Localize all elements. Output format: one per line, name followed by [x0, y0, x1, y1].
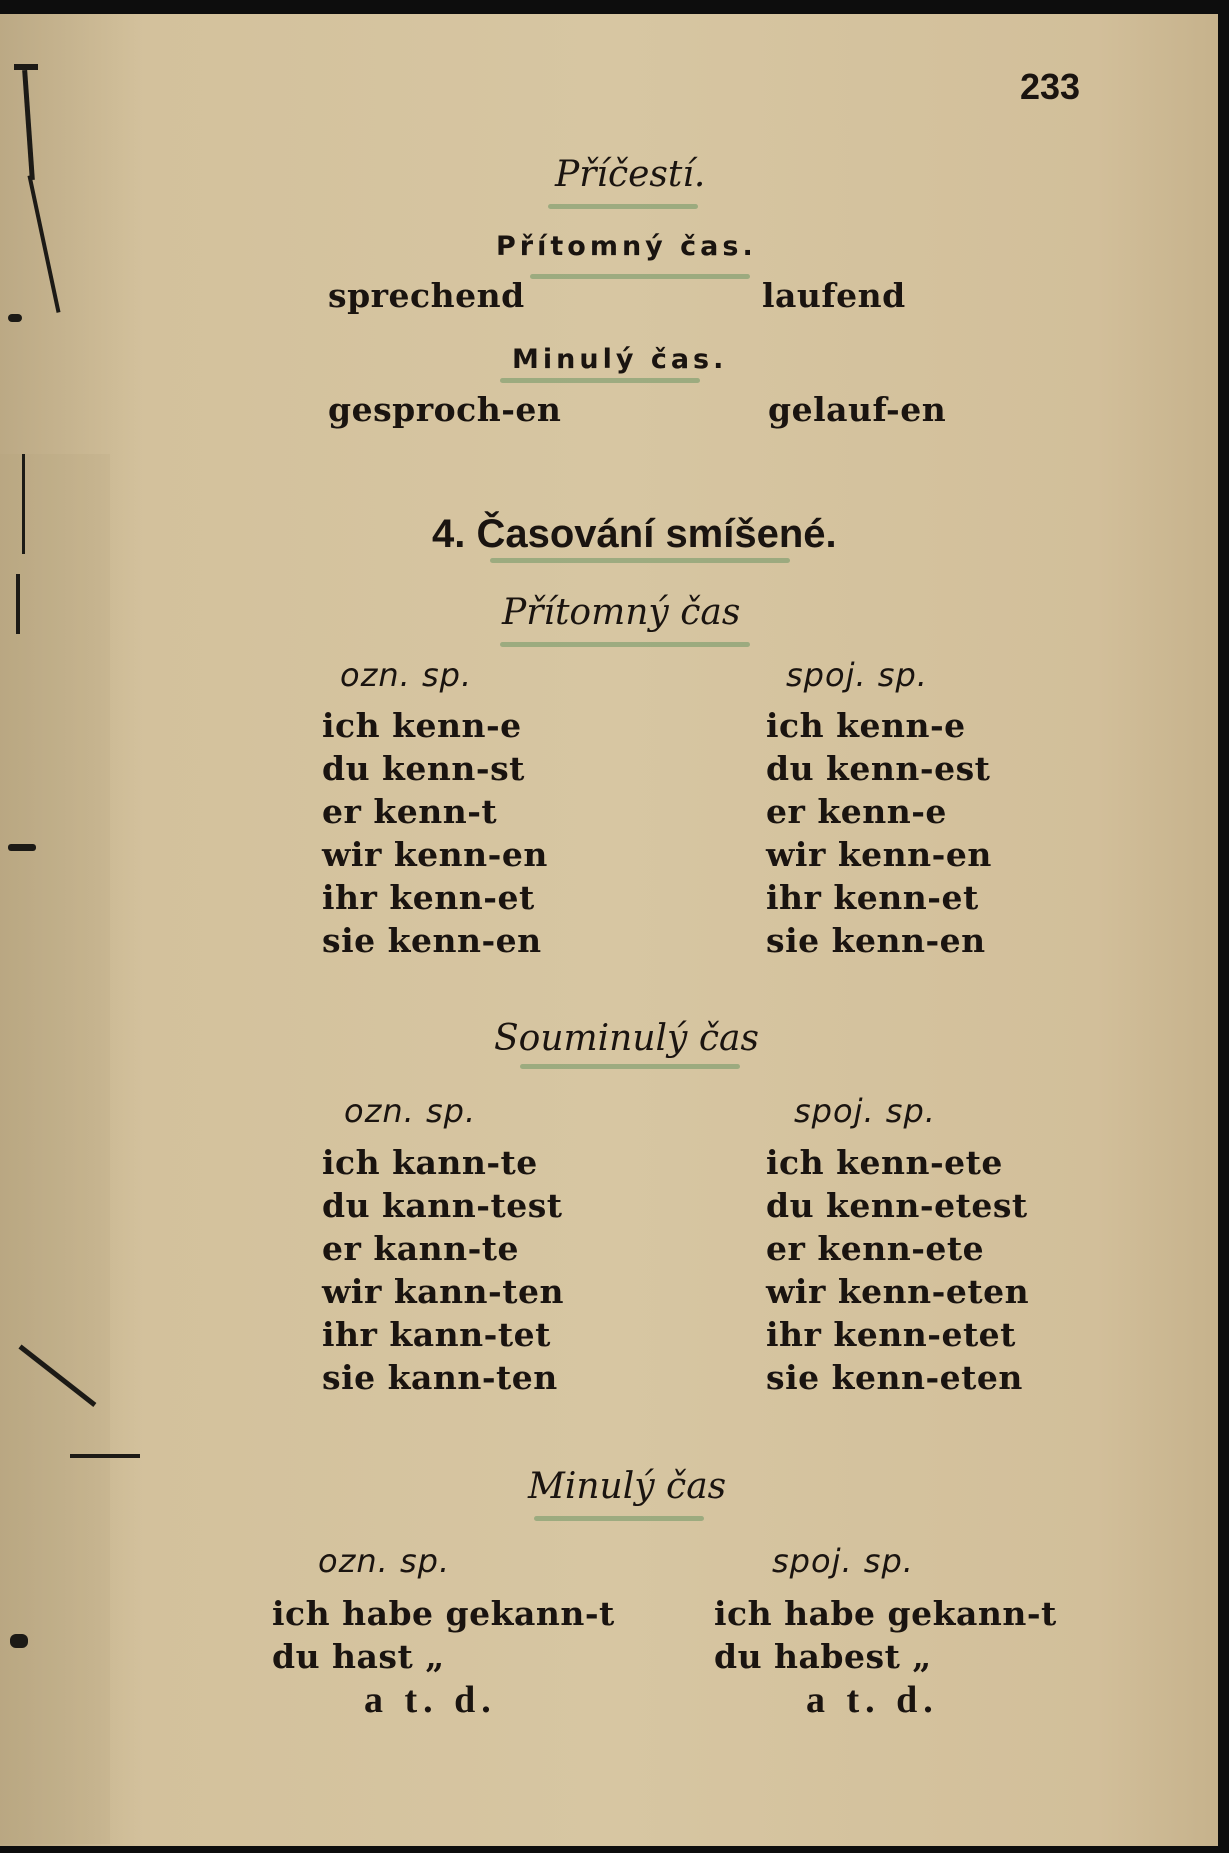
list-item: ihr kenn-et	[322, 878, 535, 917]
section-heading: 4. Časování smíšené.	[432, 512, 837, 556]
list-item: ich kenn-e	[766, 706, 966, 745]
participle-left: gesproch-en	[328, 390, 562, 429]
subheading: Minulý čas.	[512, 344, 728, 375]
list-item: wir kenn-eten	[766, 1272, 1030, 1311]
list-item: ich kenn-e	[322, 706, 522, 745]
margin-mark	[10, 1634, 28, 1648]
list-item: wir kenn-en	[766, 835, 992, 874]
column-label-left: ozn. sp.	[344, 1092, 477, 1130]
list-item: du kenn-est	[766, 749, 991, 788]
column-label-right: spoj. sp.	[794, 1092, 936, 1130]
margin-mark	[22, 70, 35, 180]
etc-note-left: a t. d.	[364, 1679, 497, 1721]
margin-mark	[16, 574, 20, 634]
list-item: ich habe gekann-t	[714, 1594, 1057, 1633]
list-item: sie kenn-en	[766, 921, 986, 960]
list-item: ihr kenn-etet	[766, 1315, 1016, 1354]
list-item: du kenn-st	[322, 749, 525, 788]
list-item: wir kann-ten	[322, 1272, 564, 1311]
highlight	[500, 378, 700, 383]
highlight	[530, 274, 750, 279]
tense-title: Minulý čas	[528, 1466, 727, 1507]
page-number: 233	[1020, 66, 1081, 107]
section-title: Příčestí.	[555, 154, 706, 195]
list-item: sie kenn-en	[322, 921, 542, 960]
list-item: du hast „	[272, 1637, 445, 1676]
margin-mark	[8, 844, 36, 851]
highlight	[500, 642, 750, 647]
column-label-left: ozn. sp.	[340, 656, 473, 694]
list-item: ich kenn-ete	[766, 1143, 1003, 1182]
column-label-right: spoj. sp.	[772, 1542, 914, 1580]
participle-right: laufend	[762, 276, 906, 315]
list-item: er kenn-t	[322, 792, 498, 831]
margin-mark	[8, 314, 22, 322]
column-label-left: ozn. sp.	[318, 1542, 451, 1580]
list-item: er kann-te	[322, 1229, 520, 1268]
tense-title: Přítomný čas	[502, 592, 741, 633]
list-item: du habest „	[714, 1637, 932, 1676]
margin-mark	[70, 1454, 140, 1458]
list-item: ich habe gekann-t	[272, 1594, 615, 1633]
list-item: ich kann-te	[322, 1143, 538, 1182]
etc-note-right: a t. d.	[806, 1679, 939, 1721]
participle-right: gelauf-en	[768, 390, 947, 429]
book-page	[0, 14, 1218, 1846]
list-item: sie kann-ten	[322, 1358, 558, 1397]
list-item: sie kenn-eten	[766, 1358, 1023, 1397]
highlight	[548, 204, 698, 209]
list-item: du kenn-etest	[766, 1186, 1028, 1225]
list-item: ihr kann-tet	[322, 1315, 551, 1354]
list-item: wir kenn-en	[322, 835, 548, 874]
participle-left: sprechend	[328, 276, 525, 315]
margin-mark	[27, 175, 60, 313]
highlight	[534, 1516, 704, 1521]
list-item: du kann-test	[322, 1186, 563, 1225]
subheading: Přítomný čas.	[496, 231, 757, 262]
column-label-right: spoj. sp.	[786, 656, 928, 694]
list-item: er kenn-ete	[766, 1229, 985, 1268]
list-item: ihr kenn-et	[766, 878, 979, 917]
margin-mark	[22, 454, 25, 554]
list-item: er kenn-e	[766, 792, 947, 831]
highlight	[490, 558, 790, 563]
tense-title: Souminulý čas	[494, 1018, 759, 1059]
highlight	[520, 1064, 740, 1069]
